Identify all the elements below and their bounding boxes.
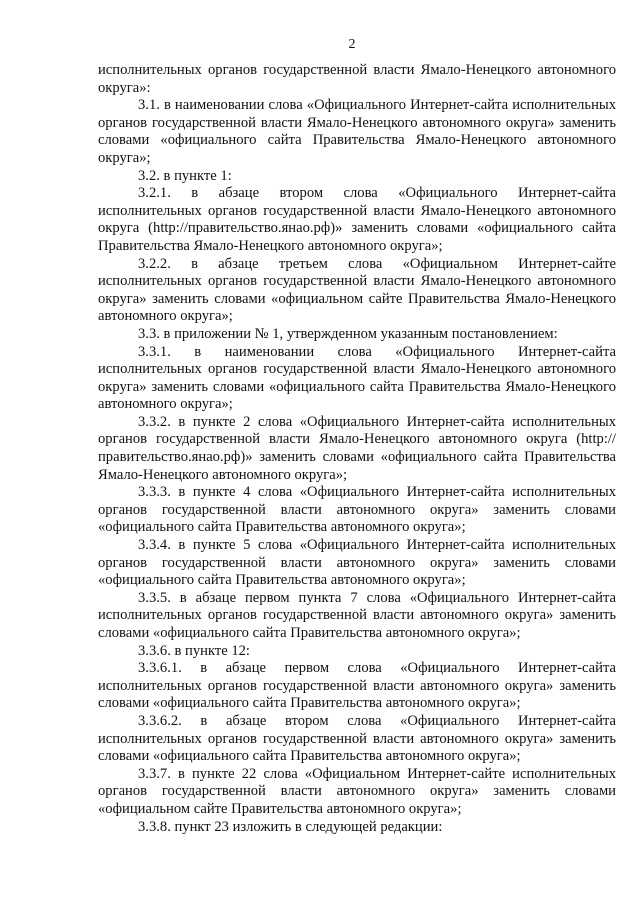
paragraph-3-3-6-2: 3.3.6.2. в абзаце втором слова «Официального Интернет-сайта исполнительных органов государственной власти автономного округа» заменить словами «официального сайта Правительства автономного округа»; <box>98 712 616 765</box>
paragraph-3-3-1: 3.3.1. в наименовании слова «Официального Интернет-сайта исполнительных органов государственной власти Ямало-Ненецкого автономного округа» заменить словами «официального сайта Правительства Ямало-Ненецкого автономного округа»; <box>98 343 616 413</box>
paragraph-intro-continuation: исполнительных органов государственной власти Ямало-Ненецкого автономного округа»: <box>98 62 616 96</box>
paragraph-3-3-8: 3.3.8. пункт 23 изложить в следующей редакции: <box>138 818 443 835</box>
paragraph-3-2: 3.2. в пункте 1: <box>138 167 232 184</box>
paragraph-3-3-2: 3.3.2. в пункте 2 слова «Официального Интернет-сайта исполнительных органов государственной власти Ямало-Ненецкого автономного округа (http://правительство.янао.рф)» заменить словами «официального сайта Правительства Ямало-Ненецкого автономного округа»; <box>98 413 616 483</box>
paragraph-3-3: 3.3. в приложении № 1, утвержденном указанным постановлением: <box>138 325 558 342</box>
paragraph-3-2-2: 3.2.2. в абзаце третьем слова «Официальном Интернет-сайте исполнительных органов государственной власти Ямало-Ненецкого автономного округа» заменить словами «официальном сайте Правительства Ямало-Ненецкого автономного округа»; <box>98 255 616 325</box>
paragraph-3-3-6-1: 3.3.6.1. в абзаце первом слова «Официального Интернет-сайта исполнительных органов государственной власти автономного округа» заменить словами «официального сайта Правительства автономного округа»; <box>98 660 616 712</box>
page-number: 2 <box>348 37 356 52</box>
paragraph-3-3-4: 3.3.4. в пункте 5 слова «Официального Интернет-сайта исполнительных органов государственной власти автономного округа» заменить словами «официального сайта Правительства автономного округа»; <box>98 537 616 589</box>
paragraph-3-1: 3.1. в наименовании слова «Официального Интернет-сайта исполнительных органов государственной власти Ямало-Ненецкого автономного округа» заменить словами «официального сайта Правительства Ямало-Ненецкого автономного округа»; <box>98 97 616 166</box>
paragraph-3-3-7: 3.3.7. в пункте 22 слова «Официальном Интернет-сайте исполнительных органов государственной власти автономного округа» заменить словами «официальном сайте Правительства автономного округа»; <box>98 765 616 817</box>
paragraph-3-3-6: 3.3.6. в пункте 12: <box>138 642 250 659</box>
paragraph-3-3-5: 3.3.5. в абзаце первом пункта 7 слова «Официального Интернет-сайта исполнительных органов государственной власти автономного округа» заменить словами «официального сайта Правительства автономного округа»; <box>98 589 616 641</box>
paragraph-3-3-3: 3.3.3. в пункте 4 слова «Официального Интернет-сайта исполнительных органов государственной власти автономного округа» заменить словами «официального сайта Правительства автономного округа»; <box>98 484 616 536</box>
paragraph-3-2-1: 3.2.1. в абзаце втором слова «Официального Интернет-сайта исполнительных органов государственной власти Ямало-Ненецкого автономного округа (http://правительство.янао.рф)» заменить словами «официального сайта Правительства Ямало-Ненецкого автономного округа»; <box>98 185 616 254</box>
